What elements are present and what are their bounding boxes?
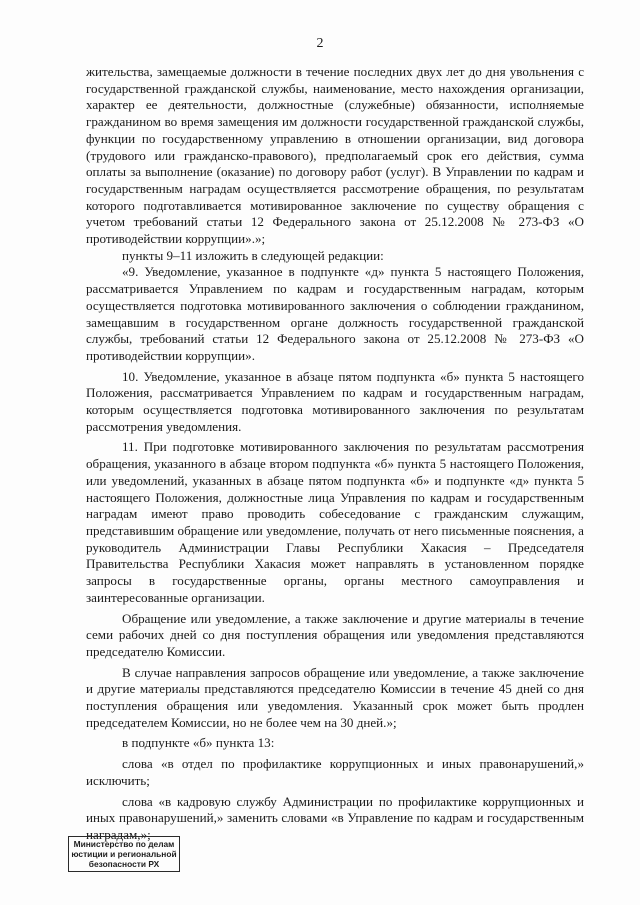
paragraph-point-10: 10. Уведомление, указанное в абзаце пятом подпункта «б» пункта 5 настоящего Положения, рассматривается Управлением по кадрам и государственным наградам, которым осуществляется подготовка мотивированного заключения по результатам рассмотрения уведомления. [86,368,584,434]
paragraph-continuation: жительства, замещаемые должности в течение последних двух лет до дня увольнения с государственной гражданской службы, наименование, место нахождения организации, характер ее деятельности, должностные (служебные) обязанности, исполняемые гражданином во время замещения им должности государственной гражданской службы, функции по государственному управлению в отношении организации, вид договора (трудового или гражданско-правового), предполагаемый срок его действия, сумма оплаты за выполнение (оказание) по договору работ (услуг). В Управлении по кадрам и государственным наградам осуществляется рассмотрение обращения, по результатам которого подготавливается мотивированное заключение по существу обращения с учетом требований статьи 12 Федерального закона от 25.12.2008 № 273-ФЗ «О противодействии коррупции».»; [86,64,584,247]
stamp-line: юстиции и региональной [71,849,177,859]
paragraph-replace-words: слова «в кадровую службу Администрации по профилактике коррупционных и иных правонарушений,» заменить словами «в Управление по кадрам и государственным наградам,»; [86,793,584,842]
paragraph-submission-term: Обращение или уведомление, а также заключение и другие материалы в течение семи рабочих дней со дня поступления обращения или уведомления представляются председателю Комиссии. [86,610,584,659]
paragraph-request-term: В случае направления запросов обращение или уведомление, а также заключение и другие материалы представляются председателю Комиссии в течение 45 дней со дня поступления обращения или уведомления. Указанный срок может быть продлен председателем Комиссии, но не более чем на 30 дней.»; [86,664,584,730]
paragraph-point-9: «9. Уведомление, указанное в подпункте «д» пункта 5 настоящего Положения, рассматривается Управлением по кадрам и государственным наградам, которым осуществляется подготовка мотивированного заключения о соблюдении гражданином, замещавшим в государственном органе должность государственной гражданской службы, требований статьи 12 Федерального закона от 25.12.2008 № 273-ФЗ «О противодействии коррупции». [86,264,584,363]
stamp-line: безопасности РХ [88,859,160,869]
stamp-line: Министерство по делам [73,839,175,849]
ministry-stamp [68,836,180,872]
document-body [86,64,584,844]
paragraph-points-9-11: пункты 9–11 изложить в следующей редакции: [122,247,384,263]
paragraph-subpoint-13b: в подпункте «б» пункта 13: [122,735,275,751]
paragraph-point-11: 11. При подготовке мотивированного заключения по результатам рассмотрения обращения, указанного в абзаце втором подпункта «б» пункта 5 настоящего Положения, или уведомлений, указанных в абзаце пятом подпункта «б» и подпункте «д» пункта 5 настоящего Положения, должностные лица Управления по кадрам и государственным наградам имеют право проводить собеседование с гражданским служащим, представившим обращение или уведомление, получать от него письменные пояснения, а руководитель Администрации Главы Республики Хакасия – Председателя Правительства Республики Хакасия может направлять в установленном порядке запросы в государственные органы, органы местного самоуправления и заинтересованные организации. [86,439,584,605]
paragraph-exclude-words: слова «в отдел по профилактике коррупционных и иных правонарушений,» исключить; [86,756,584,788]
page-number: 2 [316,36,324,51]
